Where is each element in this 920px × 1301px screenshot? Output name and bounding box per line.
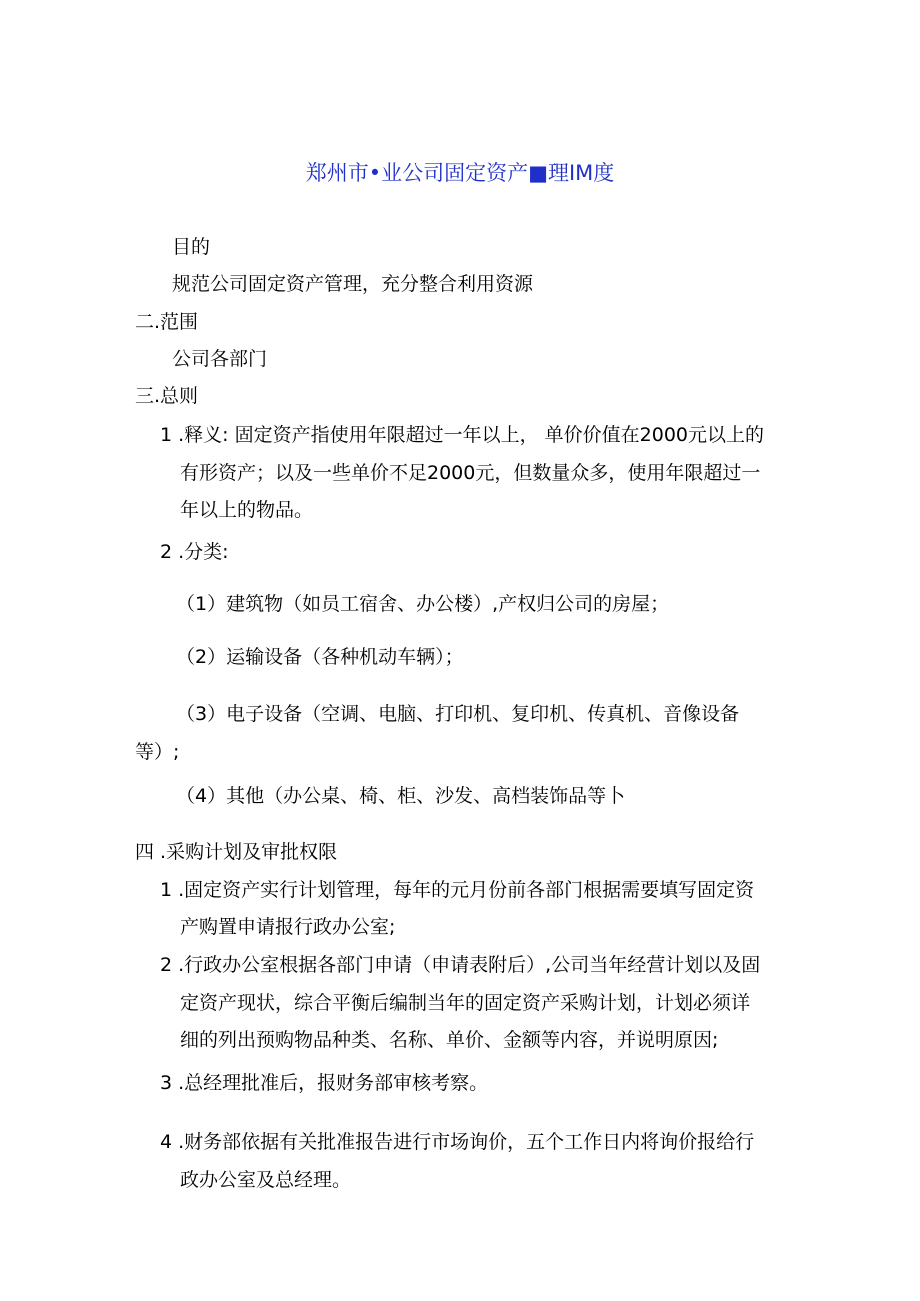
purchase-item-4-line-1: 4 .财务部依据有关批准报告进行市场询价，五个工作日内将询价报给行: [160, 1131, 755, 1153]
category-4: （4）其他（办公桌、椅、柜、沙发、高档装饰品等卜: [176, 785, 626, 807]
general-item-1-line-1: 1 .释义: 固定资产指使用年限超过一年以上， 单价价值在2000元以上的: [160, 424, 765, 446]
category-2: （2）运输设备（各种机动车辆）；: [176, 646, 464, 668]
purchase-item-2-line-3: 细的列出预购物品种类、名称、单价、金额等内容，并说明原因;: [180, 1029, 719, 1051]
purpose-text: 规范公司固定资产管理，充分整合利用资源: [172, 273, 534, 295]
scope-text: 公司各部门: [172, 348, 268, 370]
general-item-1-line-3: 年以上的物品。: [180, 499, 314, 521]
purchase-heading: 四 .采购计划及审批权限: [135, 841, 338, 863]
category-3-line-2: 等）;: [135, 741, 180, 763]
general-item-2-heading: 2 .分类:: [160, 541, 229, 563]
purchase-item-1-line-1: 1 .固定资产实行计划管理，每年的元月份前各部门根据需要填写固定资: [160, 879, 755, 901]
category-3-line-1: （3）电子设备（空调、电脑、打印机、复印机、传真机、音像设备: [176, 703, 740, 725]
purchase-item-3: 3 .总经理批准后，报财务部审核考察。: [160, 1072, 489, 1094]
purchase-item-4-line-2: 政办公室及总经理。: [180, 1169, 352, 1191]
document-title: 郑州市•业公司固定资产■理IM度: [305, 161, 615, 185]
purpose-heading: 目的: [172, 236, 211, 258]
category-1: （1）建筑物（如员工宿舍、办公楼）,产权归公司的房屋；: [176, 593, 670, 615]
purchase-item-2-line-2: 定资产现状，综合平衡后编制当年的固定资产采购计划，计划必须详: [180, 992, 751, 1014]
purchase-item-2-line-1: 2 .行政办公室根据各部门申请（申请表附后）,公司当年经营计划以及固: [160, 954, 761, 976]
general-heading: 三.总则: [135, 385, 199, 407]
purchase-item-1-line-2: 产购置申请报行政办公室;: [180, 916, 396, 938]
general-item-1-line-2: 有形资产；以及一些单价不足2000元，但数量众多，使用年限超过一: [180, 462, 761, 484]
scope-heading: 二.范围: [135, 311, 199, 333]
